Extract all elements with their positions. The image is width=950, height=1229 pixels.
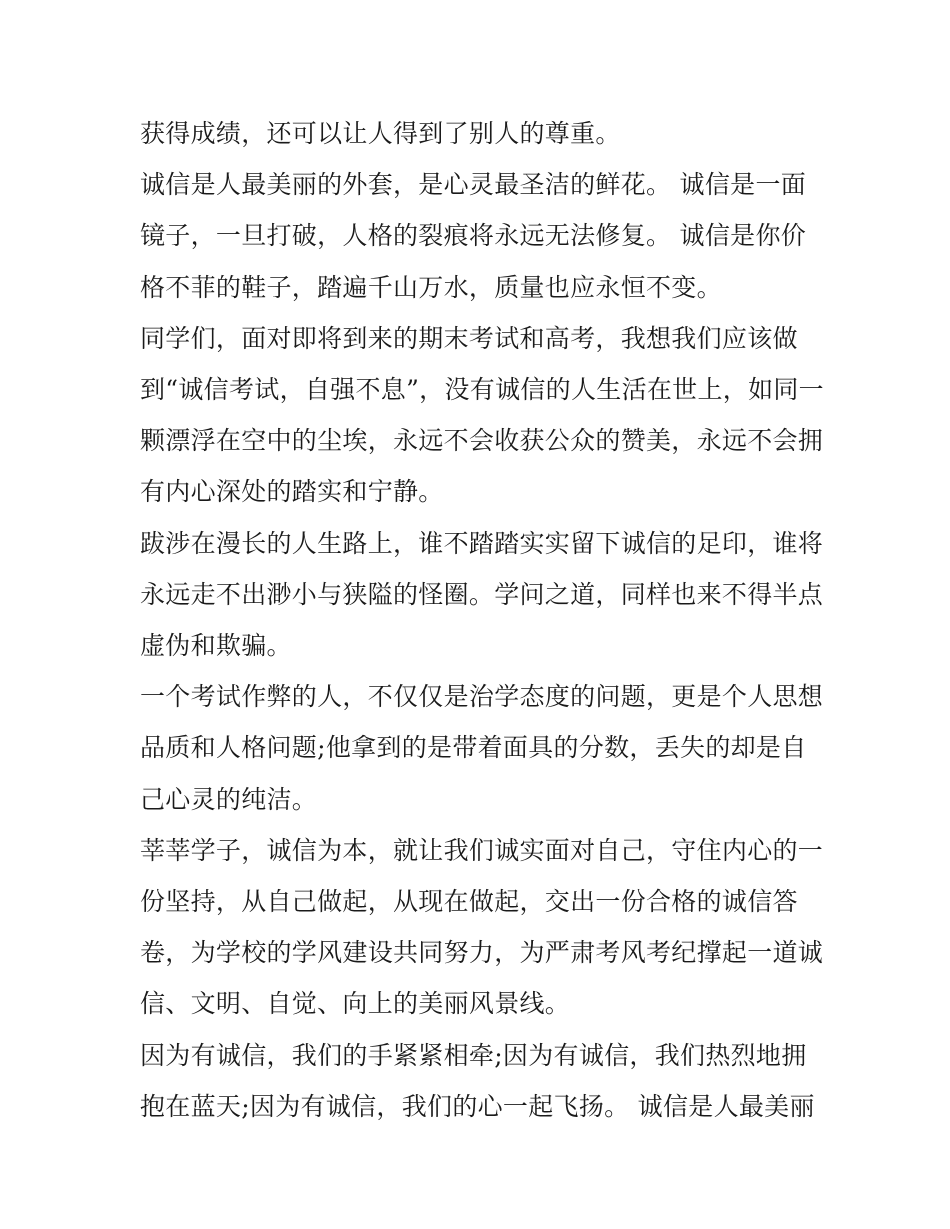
text-line: 卷，为学校的学风建设共同努力，为严肃考风考纪撑起一道诚	[140, 938, 824, 968]
text-line: 抱在蓝天;因为有诚信，我们的心一起飞扬。 诚信是人最美丽	[140, 1091, 815, 1121]
paragraph-3	[140, 313, 824, 518]
text-line: 有内心深处的踏实和宁静。	[140, 477, 444, 507]
text-line: 诚信是人最美丽的外套，是心灵最圣洁的鲜花。 诚信是一面	[140, 170, 807, 200]
text-line: 永远走不出渺小与狭隘的怪圈。学问之道，同样也来不得半点	[140, 579, 824, 609]
paragraph-1	[140, 108, 816, 159]
text-line: 一个考试作弊的人，不仅仅是治学态度的问题，更是个人思想	[140, 682, 824, 712]
text-line: 同学们，面对即将到来的期末考试和高考，我想我们应该做	[140, 323, 798, 353]
paragraph-4	[140, 518, 824, 672]
document-body	[140, 108, 824, 1132]
paragraph-7	[140, 1030, 816, 1132]
text-line: 到“诚信考试，自强不息”，没有诚信的人生活在世上，如同一	[140, 375, 824, 405]
text-line: 品质和人格问题;他拿到的是带着面具的分数，丢失的却是自	[140, 733, 807, 763]
text-line: 信、文明、自觉、向上的美丽风景线。	[140, 989, 571, 1019]
text-line: 颗漂浮在空中的尘埃，永远不会收获公众的赞美，永远不会拥	[140, 426, 824, 456]
text-line: 莘莘学子，诚信为本，就让我们诚实面对自己，守住内心的一	[140, 835, 824, 865]
text-line: 获得成绩，还可以让人得到了别人的尊重。	[140, 119, 621, 148]
text-line: 镜子，一旦打破，人格的裂痕将永远无法修复。 诚信是你价	[140, 221, 807, 251]
text-line: 己心灵的纯洁。	[140, 784, 318, 814]
text-line: 跋涉在漫长的人生路上，谁不踏踏实实留下诚信的足印，谁将	[140, 528, 824, 558]
text-line: 份坚持，从自己做起，从现在做起，交出一份合格的诚信答	[140, 887, 798, 917]
paragraph-6	[140, 825, 824, 1030]
text-line: 虚伪和欺骗。	[140, 631, 292, 661]
text-line: 因为有诚信，我们的手紧紧相牵;因为有诚信，我们热烈地拥	[140, 1040, 807, 1070]
text-line: 格不菲的鞋子，踏遍千山万水，质量也应永恒不变。	[140, 272, 722, 302]
paragraph-5	[140, 671, 824, 825]
paragraph-2	[140, 159, 816, 313]
